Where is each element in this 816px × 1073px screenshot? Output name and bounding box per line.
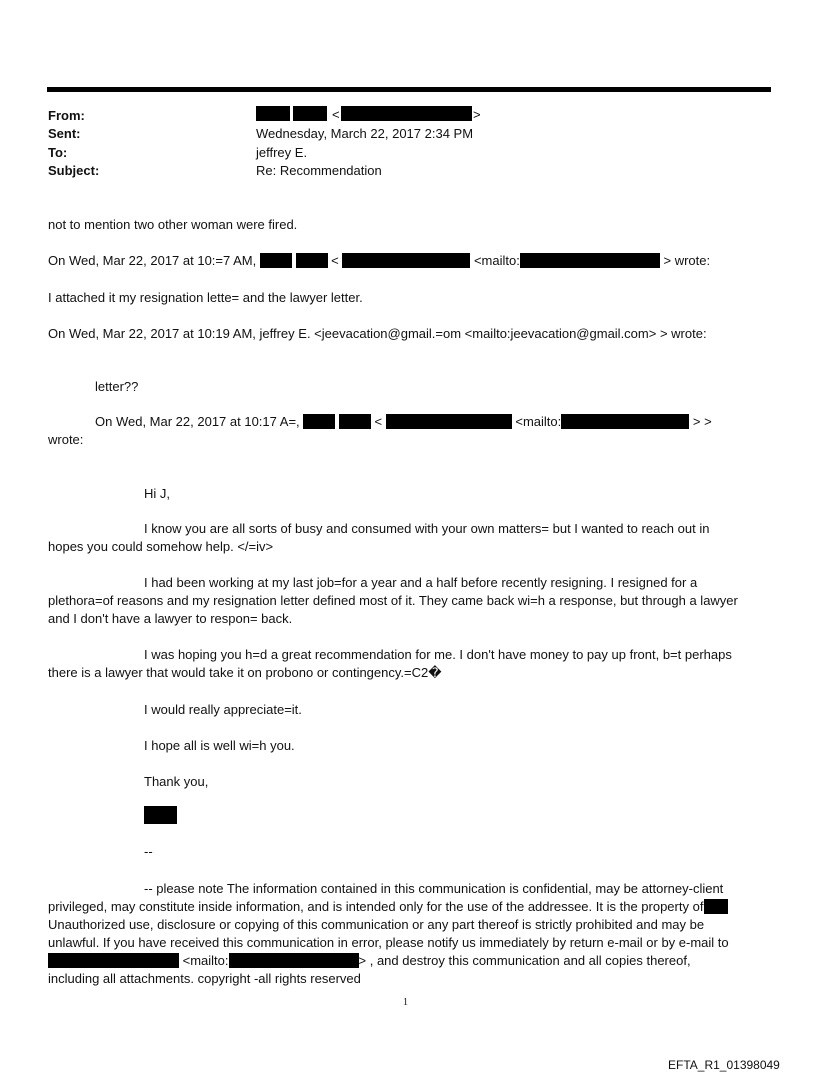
redaction-block: [561, 414, 689, 429]
to-label: To:: [48, 145, 68, 160]
document-id: EFTA_R1_01398049: [668, 1058, 780, 1072]
quote-header-1-suffix: > wrote:: [663, 253, 711, 268]
redaction-block: [48, 953, 179, 968]
notice-line-4: unlawful. If you have received this communication in error, please notify us immediately by return e-mail or by e-mail to: [48, 935, 729, 950]
notice-line-5-suffix: > , and destroy this communication and all copies thereof,: [358, 953, 691, 968]
quote-header-1-prefix: On Wed, Mar 22, 2017 at 10:=7 AM,: [48, 253, 257, 268]
sign-off: Thank you,: [144, 774, 209, 789]
paragraph-1-line-1: I know you are all sorts of busy and consumed with your own matters= but I wanted to reach out in: [144, 521, 710, 536]
quote-header-3: [95, 414, 712, 429]
notice-line-5-mailto: <mailto:: [182, 953, 229, 968]
redaction-block: [704, 899, 728, 914]
quote-header-3-mailto: <mailto:: [515, 414, 562, 429]
subject-label: Subject:: [48, 163, 100, 178]
notice-line-2-text: privileged, may constitute inside information, and is intended only for the use of the addressee. It is the property of: [48, 899, 704, 914]
redaction-block: [341, 106, 472, 121]
from-label: From:: [48, 108, 85, 123]
from-angle-close: >: [473, 107, 481, 122]
quote-header-3-wrote: wrote:: [48, 432, 84, 447]
from-angle-open: <: [332, 107, 340, 122]
quote-header-3-lt: <: [374, 414, 383, 429]
body-line-attached: I attached it my resignation lette= and the lawyer letter.: [48, 290, 363, 305]
sent-label: Sent:: [48, 126, 81, 141]
paragraph-2-line-2: plethora=of reasons and my resignation letter defined most of it. They came back wi=h a response, but through a lawyer: [48, 593, 738, 608]
header-rule: [47, 87, 771, 92]
paragraph-5: I hope all is well wi=h you.: [144, 738, 295, 753]
quote-header-1: [48, 253, 710, 268]
notice-line-1: -- please note The information contained in this communication is confidential, may be attorney-client: [144, 881, 724, 896]
paragraph-1-line-2: hopes you could somehow help. </=iv>: [48, 539, 274, 554]
redaction-block: [293, 106, 327, 121]
quote-header-2: On Wed, Mar 22, 2017 at 10:19 AM, jeffrey E. <jeevacation@gmail.=om <mailto:jeevacation@gmail.com> > wrote:: [48, 326, 707, 341]
redaction-block: [260, 253, 292, 268]
redaction-block: [256, 106, 290, 121]
redaction-block: [386, 414, 512, 429]
redaction-block: [342, 253, 470, 268]
quote-header-3-prefix: On Wed, Mar 22, 2017 at 10:17 A=,: [95, 414, 300, 429]
notice-line-5: [48, 952, 691, 970]
paragraph-3-line-2: there is a lawyer that would take it on probono or contingency.=C2�: [48, 665, 442, 680]
notice-line-3: Unauthorized use, disclosure or copying of this communication or any part thereof is strictly prohibited and may be: [48, 917, 705, 932]
to-value: jeffrey E.: [256, 145, 308, 160]
redaction-block: [303, 414, 335, 429]
redaction-block: [229, 953, 359, 968]
quote-header-1-lt: <: [331, 253, 339, 268]
paragraph-2-line-1: I had been working at my last job=for a year and a half before recently resigning. I resigned for a: [144, 575, 698, 590]
redaction-block: [296, 253, 328, 268]
body-line-fired: not to mention two other woman were fired.: [48, 217, 298, 232]
quote-header-1-mailto: <mailto:: [473, 253, 520, 268]
redaction-block: [339, 414, 371, 429]
sent-value: Wednesday, March 22, 2017 2:34 PM: [256, 126, 474, 141]
paragraph-2-line-3: and I don't have a lawyer to respon= back.: [48, 611, 293, 626]
greeting: Hi J,: [144, 486, 170, 501]
notice-line-2: [48, 898, 728, 916]
signature-dashes: --: [144, 844, 153, 859]
paragraph-3-line-1: I was hoping you h=d a great recommendation for me. I don't have money to pay up front, b=t perhaps: [144, 647, 732, 662]
paragraph-4: I would really appreciate=it.: [144, 702, 302, 717]
page-number: 1: [403, 997, 408, 1008]
quote-header-3-suffix: > >: [692, 414, 712, 429]
redaction-block: [520, 253, 660, 268]
body-line-letter: letter??: [95, 379, 139, 394]
redaction-block: [144, 806, 177, 824]
notice-line-6: including all attachments. copyright -all rights reserved: [48, 971, 361, 986]
subject-value: Re: Recommendation: [256, 163, 382, 178]
